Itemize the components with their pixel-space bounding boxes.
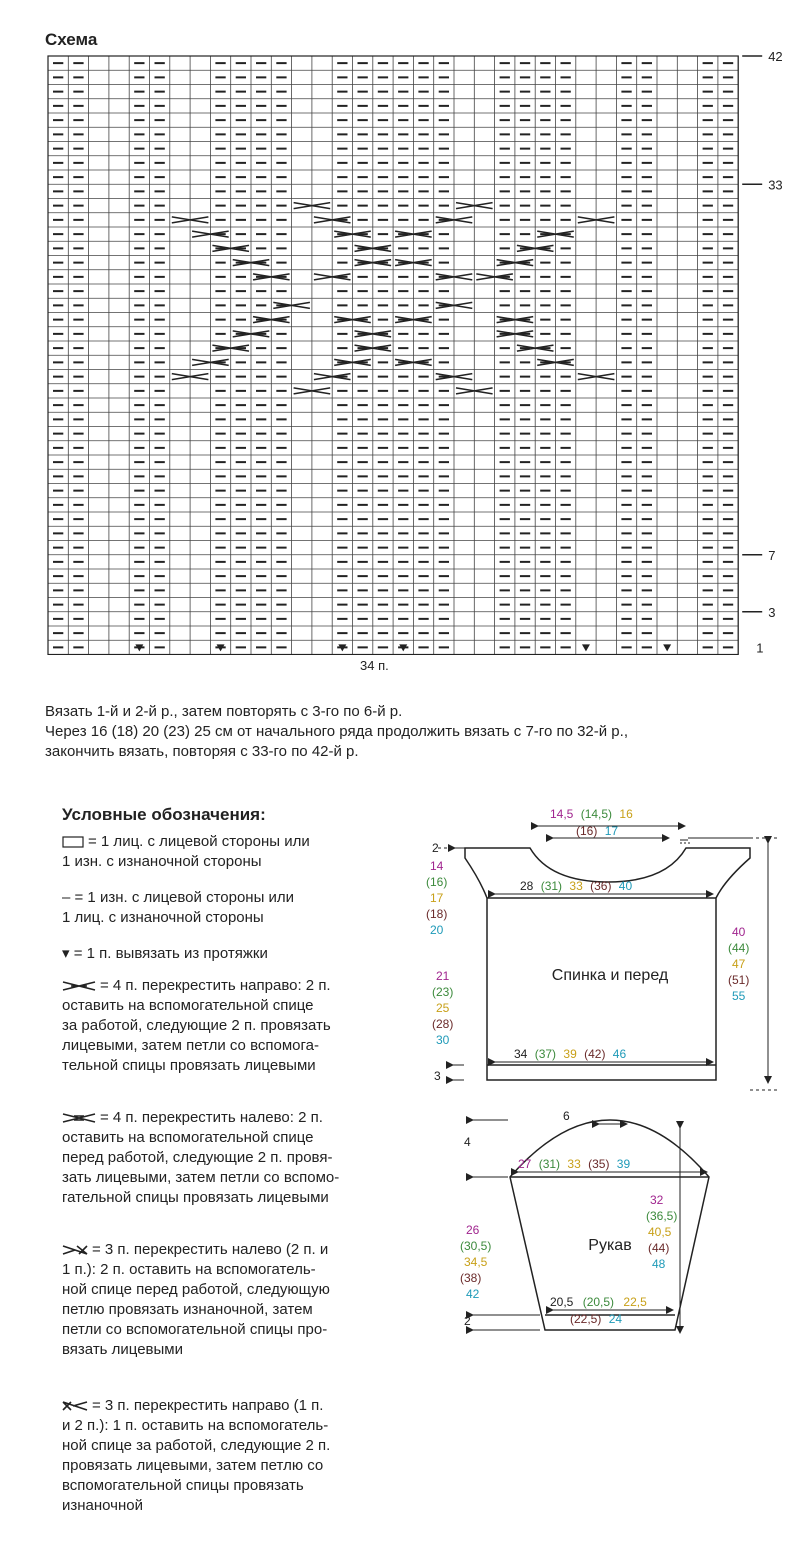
legend-text: гательной спицы провязать лицевыми bbox=[62, 1189, 329, 1206]
legend-text: петли со вспомогательной спицы про- bbox=[62, 1321, 328, 1338]
instruction-line: Через 16 (18) 20 (23) 25 см от начального ряда продолжить вязать с 7-го по 32-й р., bbox=[45, 723, 628, 740]
row-marker: 42 bbox=[768, 49, 783, 64]
body-label: Спинка и перед bbox=[551, 967, 669, 984]
svg-text:48: 48 bbox=[652, 1257, 666, 1271]
svg-text:(16): (16) bbox=[426, 875, 448, 889]
legend-text: оставить на вспомогательной спице bbox=[62, 997, 314, 1014]
scheme-title: Схема bbox=[45, 30, 98, 49]
length-measure bbox=[728, 925, 749, 1003]
legend-text: лицевыми, затем петли со вспомога- bbox=[62, 1037, 319, 1054]
shoulder-drop-measure: 2 bbox=[432, 841, 439, 855]
svg-text:30: 30 bbox=[436, 1033, 450, 1047]
legend-text: и 2 п.): 1 п. оставить на вспомогатель- bbox=[62, 1417, 329, 1434]
svg-text:17: 17 bbox=[430, 891, 444, 905]
hem-width-measure: 34 (37) 39 (42) 46 bbox=[514, 1047, 627, 1061]
cuff-rib-measure: 2 bbox=[464, 1314, 471, 1328]
legend-item-purl bbox=[62, 888, 392, 928]
cross-3-left-icon bbox=[62, 1244, 88, 1256]
legend-text: = 1 лиц. с лицевой стороны или bbox=[88, 833, 310, 850]
legend-text: перед работой, следующие 2 п. провя- bbox=[62, 1149, 333, 1166]
legend-text: ▾ = 1 п. вывязать из протяжки bbox=[62, 945, 268, 962]
legend-text: – = 1 изн. с лицевой стороны или bbox=[62, 889, 295, 906]
legend-item-cross-3-left bbox=[62, 1240, 392, 1360]
svg-text:(51): (51) bbox=[728, 973, 750, 987]
legend-text: вязать лицевыми bbox=[62, 1341, 184, 1358]
legend-text: 1 лиц. с изнаночной стороны bbox=[62, 909, 264, 926]
svg-text:34,5: 34,5 bbox=[464, 1255, 488, 1269]
legend-item-slip bbox=[62, 944, 392, 964]
row-marker: 7 bbox=[768, 547, 776, 563]
svg-text:25: 25 bbox=[436, 1001, 450, 1015]
svg-text:(18): (18) bbox=[426, 907, 448, 921]
side-measure bbox=[432, 969, 453, 1047]
legend-text: тельной спицы провязать лицевыми bbox=[62, 1057, 316, 1074]
legend-text: = 4 п. перекрестить направо: 2 п. bbox=[100, 977, 331, 994]
svg-text:42: 42 bbox=[466, 1287, 480, 1301]
sleeve-label: Рукав bbox=[588, 1237, 632, 1254]
legend-title: Условные обозначения: bbox=[62, 805, 266, 824]
instructions bbox=[45, 702, 785, 762]
empty-cell-icon bbox=[62, 836, 84, 848]
cross-4-left-icon bbox=[62, 1112, 96, 1124]
legend-text: ной спице перед работой, следующую bbox=[62, 1281, 330, 1298]
svg-text:(30,5): (30,5) bbox=[460, 1239, 492, 1253]
legend-text: вспомогательной спицы провязать bbox=[62, 1477, 304, 1494]
armhole-measure bbox=[426, 859, 447, 937]
legend-text: 1 п.): 2 п. оставить на вспомогатель- bbox=[62, 1261, 316, 1278]
row-marker: 33 bbox=[768, 177, 783, 193]
svg-text:47: 47 bbox=[732, 957, 746, 971]
neck-top-measure: 14,5 (14,5) 16 bbox=[550, 807, 633, 821]
svg-text:40: 40 bbox=[732, 925, 746, 939]
cuff-bottom-measure: (22,5) 24 bbox=[570, 1312, 623, 1326]
garment-schematic bbox=[410, 790, 790, 1350]
svg-text:14: 14 bbox=[430, 859, 444, 873]
instruction-line: Вязать 1-й и 2-й р., затем повторять с 3-го по 6-й р. bbox=[45, 703, 403, 720]
cuff-top-measure: 20,5 (20,5) 22,5 bbox=[550, 1295, 647, 1309]
legend-item-cross-3-right bbox=[62, 1396, 392, 1516]
svg-text:32: 32 bbox=[650, 1193, 664, 1207]
slip-stitch-mark bbox=[582, 644, 590, 651]
cap-height-measure: 4 bbox=[464, 1135, 471, 1149]
svg-text:(44): (44) bbox=[648, 1241, 670, 1255]
legend-text: = 4 п. перекрестить налево: 2 п. bbox=[100, 1109, 323, 1126]
legend-item-cross-4-left bbox=[62, 1108, 392, 1208]
sleeve-length-measure bbox=[646, 1193, 677, 1271]
stitch-count-label: 34 п. bbox=[360, 658, 389, 673]
legend-text: за работой, следующие 2 п. провязать bbox=[62, 1017, 331, 1034]
legend-text: зать лицевыми, затем петли со вспомо- bbox=[62, 1169, 340, 1186]
cross-3-right-icon bbox=[62, 1400, 88, 1412]
cross-4-right-icon bbox=[62, 980, 96, 992]
legend-text: = 3 п. перекрестить направо (1 п. bbox=[92, 1397, 324, 1414]
svg-text:(36,5): (36,5) bbox=[646, 1209, 678, 1223]
row-marker: 3 bbox=[768, 604, 776, 620]
svg-text:(28): (28) bbox=[432, 1017, 454, 1031]
legend-text: 1 изн. с изнаночной стороны bbox=[62, 853, 262, 870]
svg-text:21: 21 bbox=[436, 969, 450, 983]
svg-text:(38): (38) bbox=[460, 1271, 482, 1285]
svg-text:26: 26 bbox=[466, 1223, 480, 1237]
svg-text:20: 20 bbox=[430, 923, 444, 937]
svg-text:(23): (23) bbox=[432, 985, 454, 999]
svg-text:40,5: 40,5 bbox=[648, 1225, 672, 1239]
sleeve-width-measure: 27 (31) 33 (35) 39 bbox=[518, 1157, 631, 1171]
svg-text:55: 55 bbox=[732, 989, 746, 1003]
legend-text: петлю провязать изнаночной, затем bbox=[62, 1301, 313, 1318]
body-rib-measure: 3 bbox=[434, 1069, 441, 1083]
sleeve-side-measure bbox=[460, 1223, 491, 1301]
legend-text: изнаночной bbox=[62, 1497, 143, 1514]
slip-stitch-mark bbox=[663, 644, 671, 651]
legend-text: ной спице за работой, следующие 2 п. bbox=[62, 1437, 331, 1454]
instruction-line: закончить вязать, повторяя с 33-го по 42-й р. bbox=[45, 743, 359, 760]
neck-bottom-measure: (16) 17 bbox=[576, 824, 619, 838]
chest-measure: 28 (31) 33 (36) 40 bbox=[520, 879, 633, 893]
legend-text: = 3 п. перекрестить налево (2 п. и bbox=[92, 1241, 329, 1258]
svg-text:(44): (44) bbox=[728, 941, 750, 955]
knitting-chart bbox=[0, 40, 800, 655]
legend-item-cross-4-right bbox=[62, 976, 392, 1076]
legend-text: оставить на вспомогательной спице bbox=[62, 1129, 314, 1146]
row-marker: 1 bbox=[756, 640, 764, 655]
cap-top-measure: 6 bbox=[563, 1109, 570, 1123]
legend-text: провязать лицевыми, затем петлю со bbox=[62, 1457, 324, 1474]
legend-item-knit bbox=[62, 832, 392, 872]
